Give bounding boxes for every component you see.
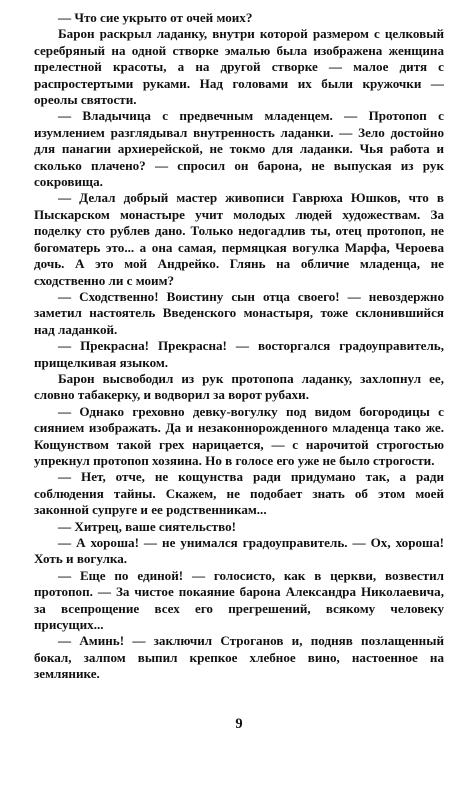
paragraph-7: Барон высвободил из рук протопопа ладанку, захлопнул ее, словно табакерку, и водворил за ворот рубахи. (34, 370, 444, 403)
paragraph-8: — Однако греховно девку-вогулку под видом богородицы с сиянием изображать. Да и незаконнорожденного младенца тако же. Кощунством такой грех нарицается, — с нарочитой строгостью упрекнул протопоп хозяина. Но в голосе его уже не было строгости. (34, 403, 444, 468)
paragraph-3: — Владычица с предвечным младенцем. — Протопоп с изумлением разглядывал внутренность ладанки. — Зело достойно для панагии архиерейской, не токмо для ладанки. Чья работа и сколько плачено? — спросил он барона, не выпуская из рук сокровища. (34, 108, 444, 190)
book-page (34, 10, 444, 790)
paragraph-13: — Аминь! — заключил Строганов и, подняв позлащенный бокал, залпом выпил крепкое хлебное вино, настоенное на землянике. (34, 633, 444, 682)
paragraph-11: — А хороша! — не унимался градоуправитель. — Ох, хороша! Хоть и вогулка. (34, 535, 444, 567)
paragraph-1: — Что сие укрыто от очей моих? (58, 10, 253, 25)
paragraph-9: — Нет, отче, не кощунства ради придумано так, а ради соблюдения тайны. Скажем, не подобает знать об этом моей законной супруге и ее родственникам... (34, 469, 444, 518)
page-number: 9 (235, 716, 243, 732)
paragraph-12: — Еще по единой! — голосисто, как в церкви, возвестил протопоп. — За чистое покаяние барона Александра Николаевича, за всепрощение всех его прегрешений, всякому человеку присущих... (34, 567, 444, 633)
page-text (34, 10, 444, 683)
paragraph-10: — Хитрец, ваше сиятельство! (58, 518, 236, 534)
paragraph-5: — Сходственно! Воистину сын отца своего! — невоздержно заметил настоятель Введенского монастыря, тоже склонившийся над ладанкой. (34, 288, 444, 337)
paragraph-6: — Прекрасна! Прекрасна! — восторгался градоуправитель, прищелкивая языком. (34, 338, 444, 370)
paragraph-4: — Делал добрый мастер живописи Гаврюха Юшков, что в Пыскарском монастыре учит молодых людей художествам. За поделку сто рублев дано. Только недогадлив ты, отец протопоп, не богоматерь это... а она самая, пермяцкая вогулка Марфа, Чероева дочь. А это мой Андрейко. Глянь на обличие младенца, не сходственно ли с моим? (34, 190, 444, 288)
paragraph-2: Барон раскрыл ладанку, внутри которой размером с целковый серебряный на одной створке эмалью была изображена женщина прелестной красоты, а на другой створке — малое дитя с распростертыми руками. Над головами их были кружочки — ореолы святости. (34, 26, 444, 108)
